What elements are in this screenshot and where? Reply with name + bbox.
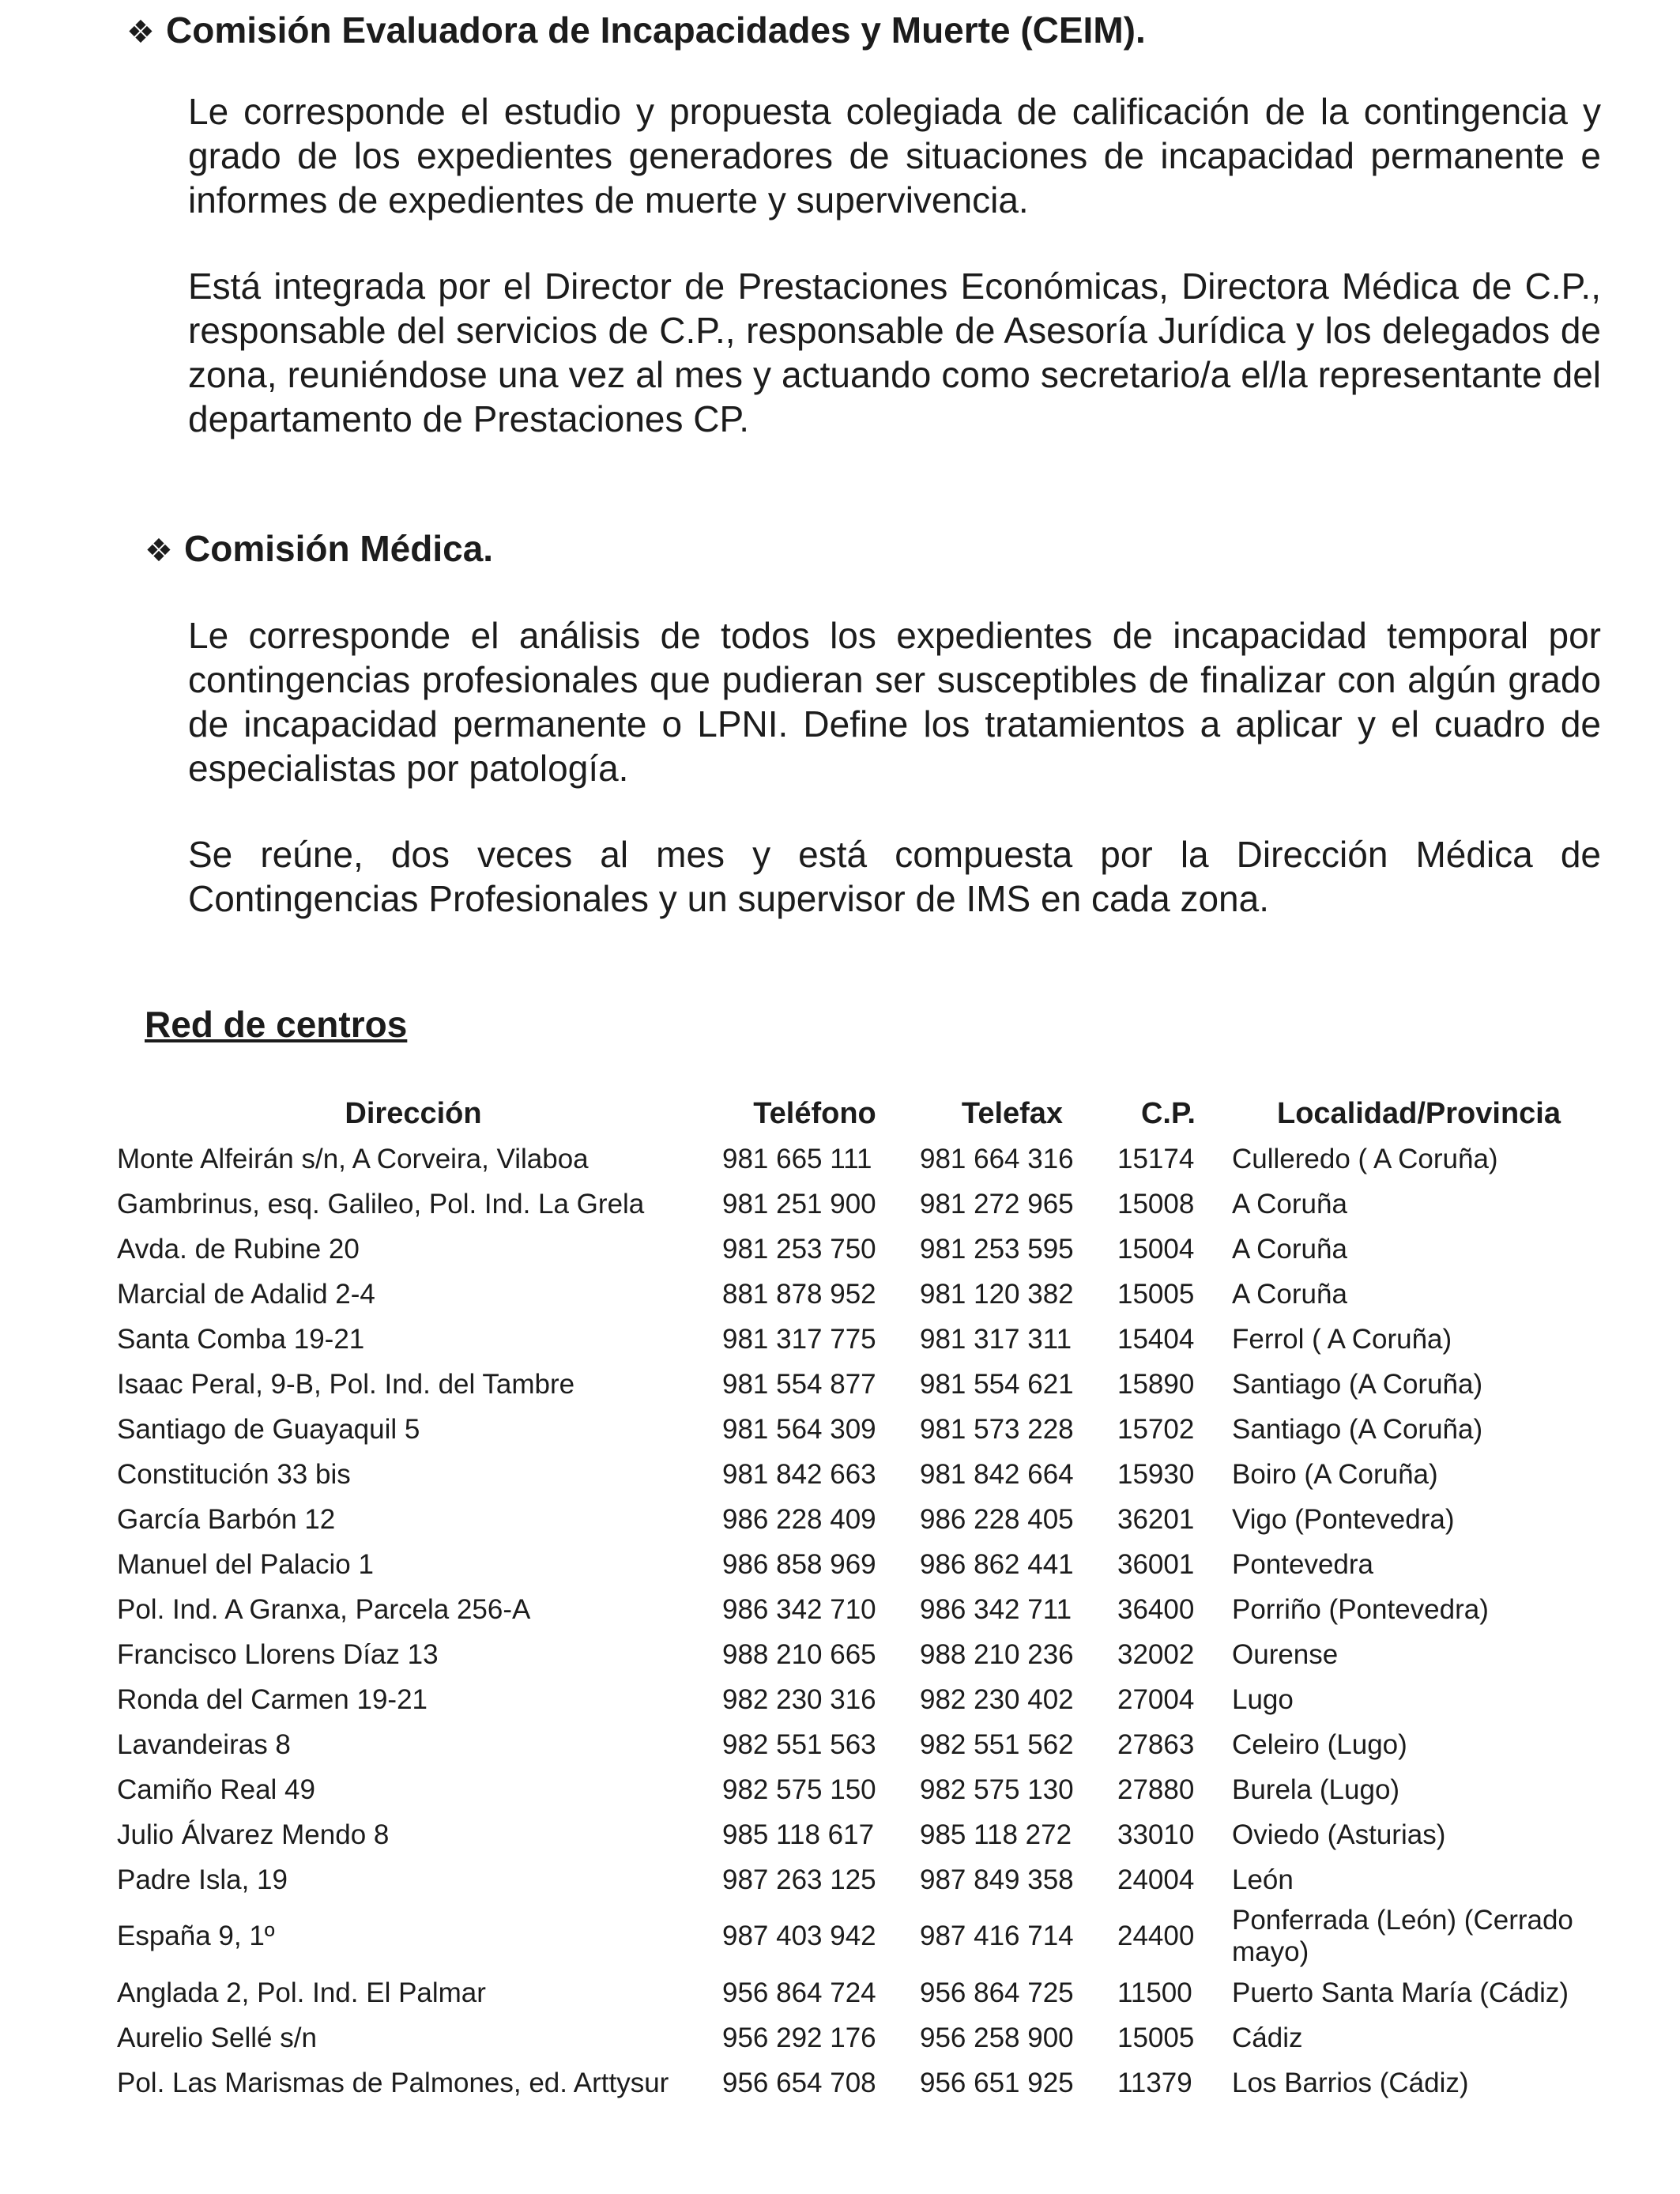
telefax-cell: 981 272 965 (920, 1188, 1074, 1220)
table-row (111, 1362, 1612, 1407)
cp-cell: 27004 (1117, 1683, 1195, 1715)
medica-paragraph-1: Le corresponde el análisis de todos los expedientes de incapacidad temporal por contingencias profesionales que pudieran ser susceptibles de finalizar con algún grado de incapacidad permanente o LPNI. Define los tratamientos a aplicar y el cuadro de especialistas por patología. (188, 615, 1601, 789)
telefono-cell: 982 575 150 (722, 1774, 876, 1805)
table-row (111, 1902, 1612, 1970)
telefax-cell: 981 573 228 (920, 1413, 1074, 1445)
localidad-cell: Porriño (Pontevedra) (1232, 1593, 1489, 1625)
telefax-cell: 986 342 711 (920, 1593, 1072, 1625)
telefax-cell: 982 230 402 (920, 1683, 1074, 1715)
cp-cell: 15930 (1117, 1458, 1195, 1490)
table-row (111, 2015, 1612, 2060)
direccion-cell: Anglada 2, Pol. Ind. El Palmar (117, 1977, 486, 2008)
diamond-bullet-icon: ❖ (126, 15, 155, 50)
direccion-cell: Avda. de Rubine 20 (117, 1233, 360, 1265)
section-title-text: Comisión Médica. (184, 528, 494, 569)
column-header-localidad: Localidad/Provincia (1277, 1096, 1561, 1130)
ceim-paragraph-2: Está integrada por el Director de Prestaciones Económicas, Directora Médica de C.P., responsable del servicios de C.P., responsable de Asesoría Jurídica y los delegados de zona, reuniéndose una vez al mes y actuando como secretario/a el/la representante del departamento de Prestaciones CP. (188, 266, 1601, 439)
direccion-cell: Santa Comba 19-21 (117, 1323, 365, 1355)
column-header-telefax: Telefax (961, 1096, 1064, 1130)
cp-cell: 15008 (1117, 1188, 1195, 1220)
direccion-cell: Constitución 33 bis (117, 1458, 351, 1490)
cp-cell: 36400 (1117, 1593, 1195, 1625)
telefax-cell: 986 228 405 (920, 1503, 1074, 1535)
cp-cell: 27863 (1117, 1728, 1195, 1760)
telefono-cell: 986 858 969 (722, 1548, 876, 1580)
direccion-cell: Gambrinus, esq. Galileo, Pol. Ind. La Grela (117, 1188, 645, 1220)
localidad-cell: Puerto Santa María (Cádiz) (1232, 1977, 1569, 2008)
telefono-cell: 987 263 125 (722, 1864, 876, 1895)
cp-cell: 27880 (1117, 1774, 1195, 1805)
section-title-text: Comisión Evaluadora de Incapacidades y Muerte (CEIM). (166, 9, 1146, 51)
telefono-cell: 981 317 775 (722, 1323, 876, 1355)
cp-cell: 15005 (1117, 2022, 1195, 2053)
telefax-cell: 981 253 595 (920, 1233, 1074, 1265)
column-header-telefono: Teléfono (753, 1096, 876, 1130)
table-row (111, 1542, 1612, 1587)
localidad-cell: A Coruña (1232, 1278, 1347, 1310)
telefono-cell: 982 230 316 (722, 1683, 876, 1715)
centers-table-body (111, 1137, 1612, 2105)
centers-table (111, 1091, 1612, 2105)
cp-cell: 11379 (1117, 2067, 1192, 2098)
telefax-cell: 987 849 358 (920, 1864, 1074, 1895)
table-row (111, 1227, 1612, 1272)
table-row (111, 1497, 1612, 1542)
localidad-cell: Lugo (1232, 1683, 1294, 1715)
direccion-cell: Manuel del Palacio 1 (117, 1548, 374, 1580)
localidad-cell: A Coruña (1232, 1233, 1347, 1265)
telefax-cell: 981 120 382 (920, 1278, 1074, 1310)
table-row (111, 1182, 1612, 1227)
table-row (111, 2060, 1612, 2105)
telefax-cell: 982 575 130 (920, 1774, 1074, 1805)
direccion-cell: Isaac Peral, 9-B, Pol. Ind. del Tambre (117, 1368, 575, 1400)
centers-heading: Red de centros (145, 1004, 408, 1045)
cp-cell: 24400 (1117, 1921, 1195, 1951)
section-title-ceim (126, 8, 1146, 55)
direccion-cell: Santiago de Guayaquil 5 (117, 1413, 420, 1445)
table-row (111, 1857, 1612, 1902)
telefono-cell: 986 228 409 (722, 1503, 876, 1535)
telefono-cell: 881 878 952 (722, 1278, 876, 1310)
telefax-cell: 956 651 925 (920, 2067, 1074, 2098)
telefono-cell: 981 665 111 (722, 1143, 872, 1174)
diamond-bullet-icon: ❖ (145, 533, 173, 568)
localidad-cell: Ferrol ( A Coruña) (1232, 1323, 1452, 1355)
direccion-cell: Aurelio Sellé s/n (117, 2022, 317, 2053)
table-row (111, 1970, 1612, 2015)
cp-cell: 15174 (1117, 1143, 1195, 1174)
medica-paragraph-2: Se reúne, dos veces al mes y está compuesta por la Dirección Médica de Contingencias Profesionales y un supervisor de IMS en cada zona. (188, 834, 1601, 919)
direccion-cell: Lavandeiras 8 (117, 1728, 291, 1760)
localidad-cell: Santiago (A Coruña) (1232, 1368, 1483, 1400)
cp-cell: 36001 (1117, 1548, 1195, 1580)
localidad-cell: Ponferrada (León) (Cerrado mayo) (1232, 1905, 1573, 1967)
telefono-cell: 988 210 665 (722, 1638, 876, 1670)
localidad-cell: Vigo (Pontevedra) (1232, 1503, 1455, 1535)
direccion-cell: Pol. Las Marismas de Palmones, ed. Arttysur (117, 2067, 669, 2098)
telefono-cell: 981 842 663 (722, 1458, 876, 1490)
table-row (111, 1587, 1612, 1632)
table-row (111, 1767, 1612, 1812)
table-row (111, 1632, 1612, 1677)
table-row (111, 1272, 1612, 1317)
telefax-cell: 986 862 441 (920, 1548, 1074, 1580)
table-row (111, 1407, 1612, 1452)
telefax-cell: 981 554 621 (920, 1368, 1074, 1400)
telefono-cell: 981 251 900 (722, 1188, 876, 1220)
telefax-cell: 981 842 664 (920, 1458, 1074, 1490)
direccion-cell: Padre Isla, 19 (117, 1864, 288, 1895)
localidad-cell: A Coruña (1232, 1188, 1347, 1220)
direccion-cell: García Barbón 12 (117, 1503, 336, 1535)
table-header-row (111, 1091, 1612, 1137)
telefax-cell: 956 864 725 (920, 1977, 1074, 2008)
telefono-cell: 956 292 176 (722, 2022, 876, 2053)
cp-cell: 15702 (1117, 1413, 1195, 1445)
column-header-direccion: Dirección (345, 1096, 482, 1130)
direccion-cell: Monte Alfeirán s/n, A Corveira, Vilaboa (117, 1143, 589, 1174)
telefax-cell: 981 664 316 (920, 1143, 1074, 1174)
table-row (111, 1137, 1612, 1182)
cp-cell: 36201 (1117, 1503, 1195, 1535)
telefax-cell: 987 416 714 (920, 1921, 1074, 1951)
section-title-comision-medica (145, 526, 493, 573)
telefono-cell: 956 654 708 (722, 2067, 876, 2098)
localidad-cell: Celeiro (Lugo) (1232, 1728, 1407, 1760)
table-row (111, 1452, 1612, 1497)
direccion-cell: Camiño Real 49 (117, 1774, 315, 1805)
localidad-cell: Oviedo (Asturias) (1232, 1819, 1446, 1850)
localidad-cell: Ourense (1232, 1638, 1339, 1670)
direccion-cell: Francisco Llorens Díaz 13 (117, 1638, 439, 1670)
direccion-cell: Marcial de Adalid 2-4 (117, 1278, 375, 1310)
localidad-cell: Los Barrios (Cádiz) (1232, 2067, 1469, 2098)
ceim-paragraph-1: Le corresponde el estudio y propuesta colegiada de calificación de la contingencia y grado de los expedientes generadores de situaciones de incapacidad permanente e informes de expedientes de muerte y supervivencia. (188, 91, 1601, 221)
localidad-cell: Boiro (A Coruña) (1232, 1458, 1438, 1490)
telefono-cell: 981 554 877 (722, 1368, 876, 1400)
cp-cell: 11500 (1117, 1977, 1192, 2008)
cp-cell: 15890 (1117, 1368, 1195, 1400)
cp-cell: 24004 (1117, 1864, 1195, 1895)
telefax-cell: 985 118 272 (920, 1819, 1072, 1850)
localidad-cell: Pontevedra (1232, 1548, 1374, 1580)
telefono-cell: 985 118 617 (722, 1819, 875, 1850)
direccion-cell: Ronda del Carmen 19-21 (117, 1683, 428, 1715)
direccion-cell: Pol. Ind. A Granxa, Parcela 256-A (117, 1593, 531, 1625)
localidad-cell: Burela (Lugo) (1232, 1774, 1400, 1805)
telefono-cell: 956 864 724 (722, 1977, 876, 2008)
localidad-cell: Culleredo ( A Coruña) (1232, 1143, 1498, 1174)
table-row (111, 1317, 1612, 1362)
table-row (111, 1722, 1612, 1767)
cp-cell: 32002 (1117, 1638, 1195, 1670)
localidad-cell: León (1232, 1864, 1294, 1895)
telefax-cell: 956 258 900 (920, 2022, 1074, 2053)
cp-cell: 15004 (1117, 1233, 1195, 1265)
telefono-cell: 986 342 710 (722, 1593, 876, 1625)
telefono-cell: 981 253 750 (722, 1233, 876, 1265)
table-row (111, 1812, 1612, 1857)
column-header-cp: C.P. (1140, 1096, 1196, 1130)
cp-cell: 15005 (1117, 1278, 1195, 1310)
localidad-cell: Santiago (A Coruña) (1232, 1413, 1483, 1445)
telefono-cell: 987 403 942 (722, 1921, 876, 1951)
direccion-cell: España 9, 1º (117, 1921, 275, 1951)
localidad-cell: Cádiz (1232, 2022, 1303, 2053)
telefax-cell: 982 551 562 (920, 1728, 1074, 1760)
telefono-cell: 982 551 563 (722, 1728, 876, 1760)
cp-cell: 33010 (1117, 1819, 1195, 1850)
cp-cell: 15404 (1117, 1323, 1195, 1355)
telefono-cell: 981 564 309 (722, 1413, 876, 1445)
telefax-cell: 981 317 311 (920, 1323, 1072, 1355)
telefax-cell: 988 210 236 (920, 1638, 1074, 1670)
table-row (111, 1677, 1612, 1722)
direccion-cell: Julio Álvarez Mendo 8 (117, 1819, 390, 1850)
